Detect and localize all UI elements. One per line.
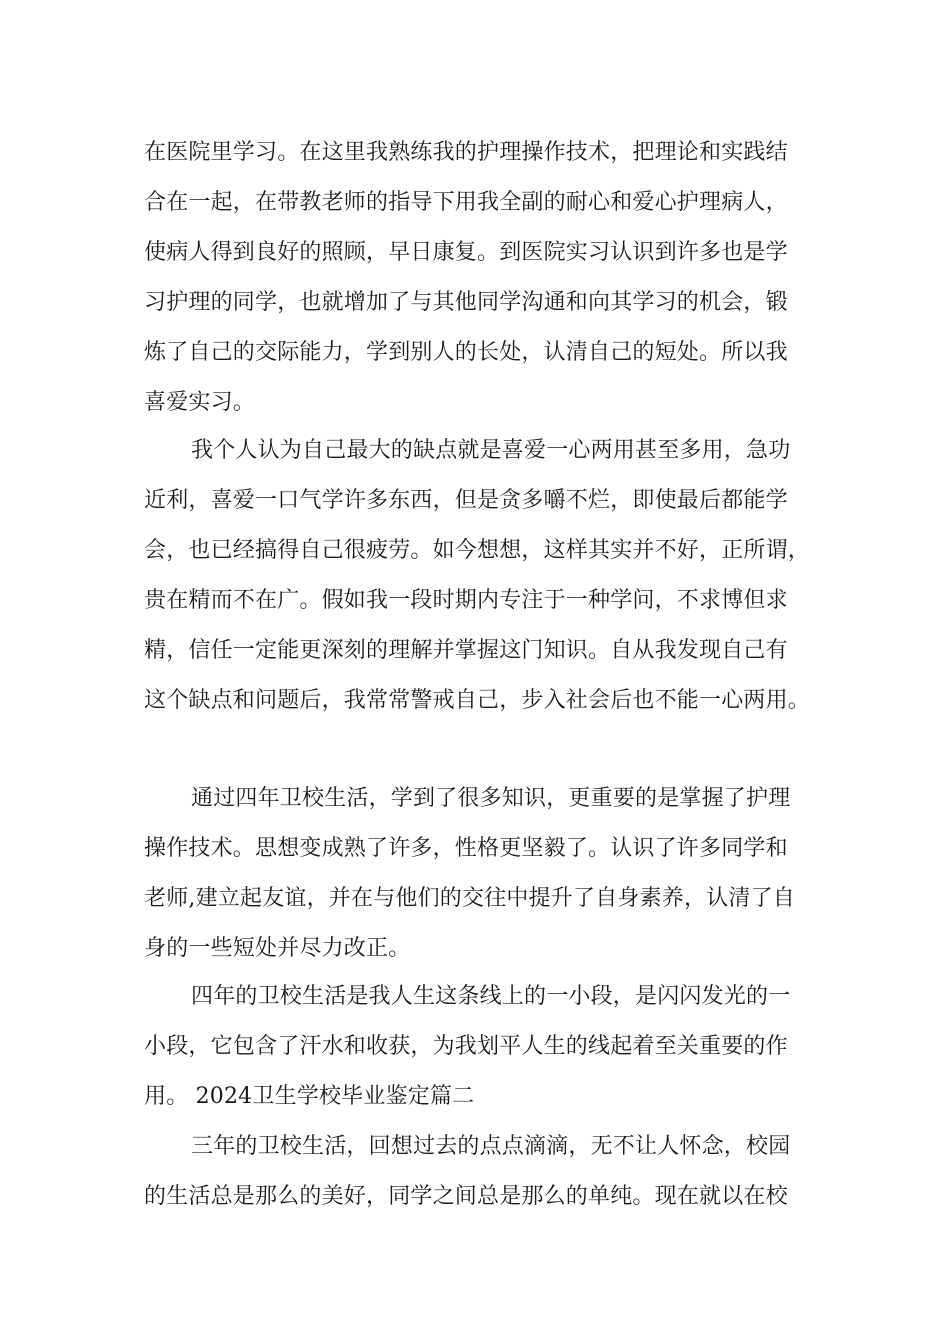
paragraph-3-line-4: 身的一些短处并尽力改正。 [144,936,411,961]
paragraph-1-line-6: 喜爱实习。 [144,390,256,415]
paragraph-5-line-2: 的生活总是那么的美好，同学之间总是那么的单纯。现在就以在校 [144,1184,788,1209]
paragraph-4-line-2: 小段，它包含了汗水和收获，为我划平人生的线起着至关重要的作 [144,1034,788,1059]
paragraph-2-line-4: 贵在精而不在广。假如我一段时期内专注于一种学问，不求博但求 [144,588,788,613]
paragraph-1-line-1: 在医院里学习。在这里我熟练我的护理操作技术，把理论和实践结 [144,140,788,165]
paragraph-1-line-2: 合在一起，在带教老师的指导下用我全副的耐心和爱心护理病人， [144,190,788,215]
paragraph-3-line-2: 操作技术。思想变成熟了许多，性格更坚毅了。认识了许多同学和 [144,836,788,861]
paragraph-1-line-3: 使病人得到良好的照顾，早日康复。到医院实习认识到许多也是学 [144,240,788,265]
paragraph-2-line-1: 我个人认为自己最大的缺点就是喜爱一心两用甚至多用，急功 [191,438,791,463]
paragraph-1-line-4: 习护理的同学，也就增加了与其他同学沟通和向其学习的机会，锻 [144,290,788,315]
paragraph-2-line-6: 这个缺点和问题后，我常常警戒自己，步入社会后也不能一心两用。 [144,688,811,713]
paragraph-2-line-5: 精，信任一定能更深刻的理解并掌握这门知识。自从我发现自己有 [144,638,788,663]
paragraph-3-line-1: 通过四年卫校生活，学到了很多知识，更重要的是掌握了护理 [191,786,791,811]
paragraph-2-line-3: 会，也已经搞得自己很疲劳。如今想想，这样其实并不好，正所谓， [144,538,811,563]
paragraph-3-line-3: 老师,建立起友谊，并在与他们的交往中提升了自身素养，认清了自 [144,886,795,911]
paragraph-1-line-5: 炼了自己的交际能力，学到别人的长处，认清自己的短处。所以我 [144,340,788,365]
paragraph-5-line-1: 三年的卫校生活，回想过去的点点滴滴，无不让人怀念，校园 [191,1134,791,1159]
paragraph-2-line-2: 近利，喜爱一口气学许多东西，但是贪多嚼不烂，即使最后都能学 [144,488,788,513]
paragraph-4-line-1: 四年的卫校生活是我人生这条线上的一小段，是闪闪发光的一 [191,984,791,1009]
paragraph-4-line-3: 用。 2024卫生学校毕业鉴定篇二 [144,1084,475,1109]
